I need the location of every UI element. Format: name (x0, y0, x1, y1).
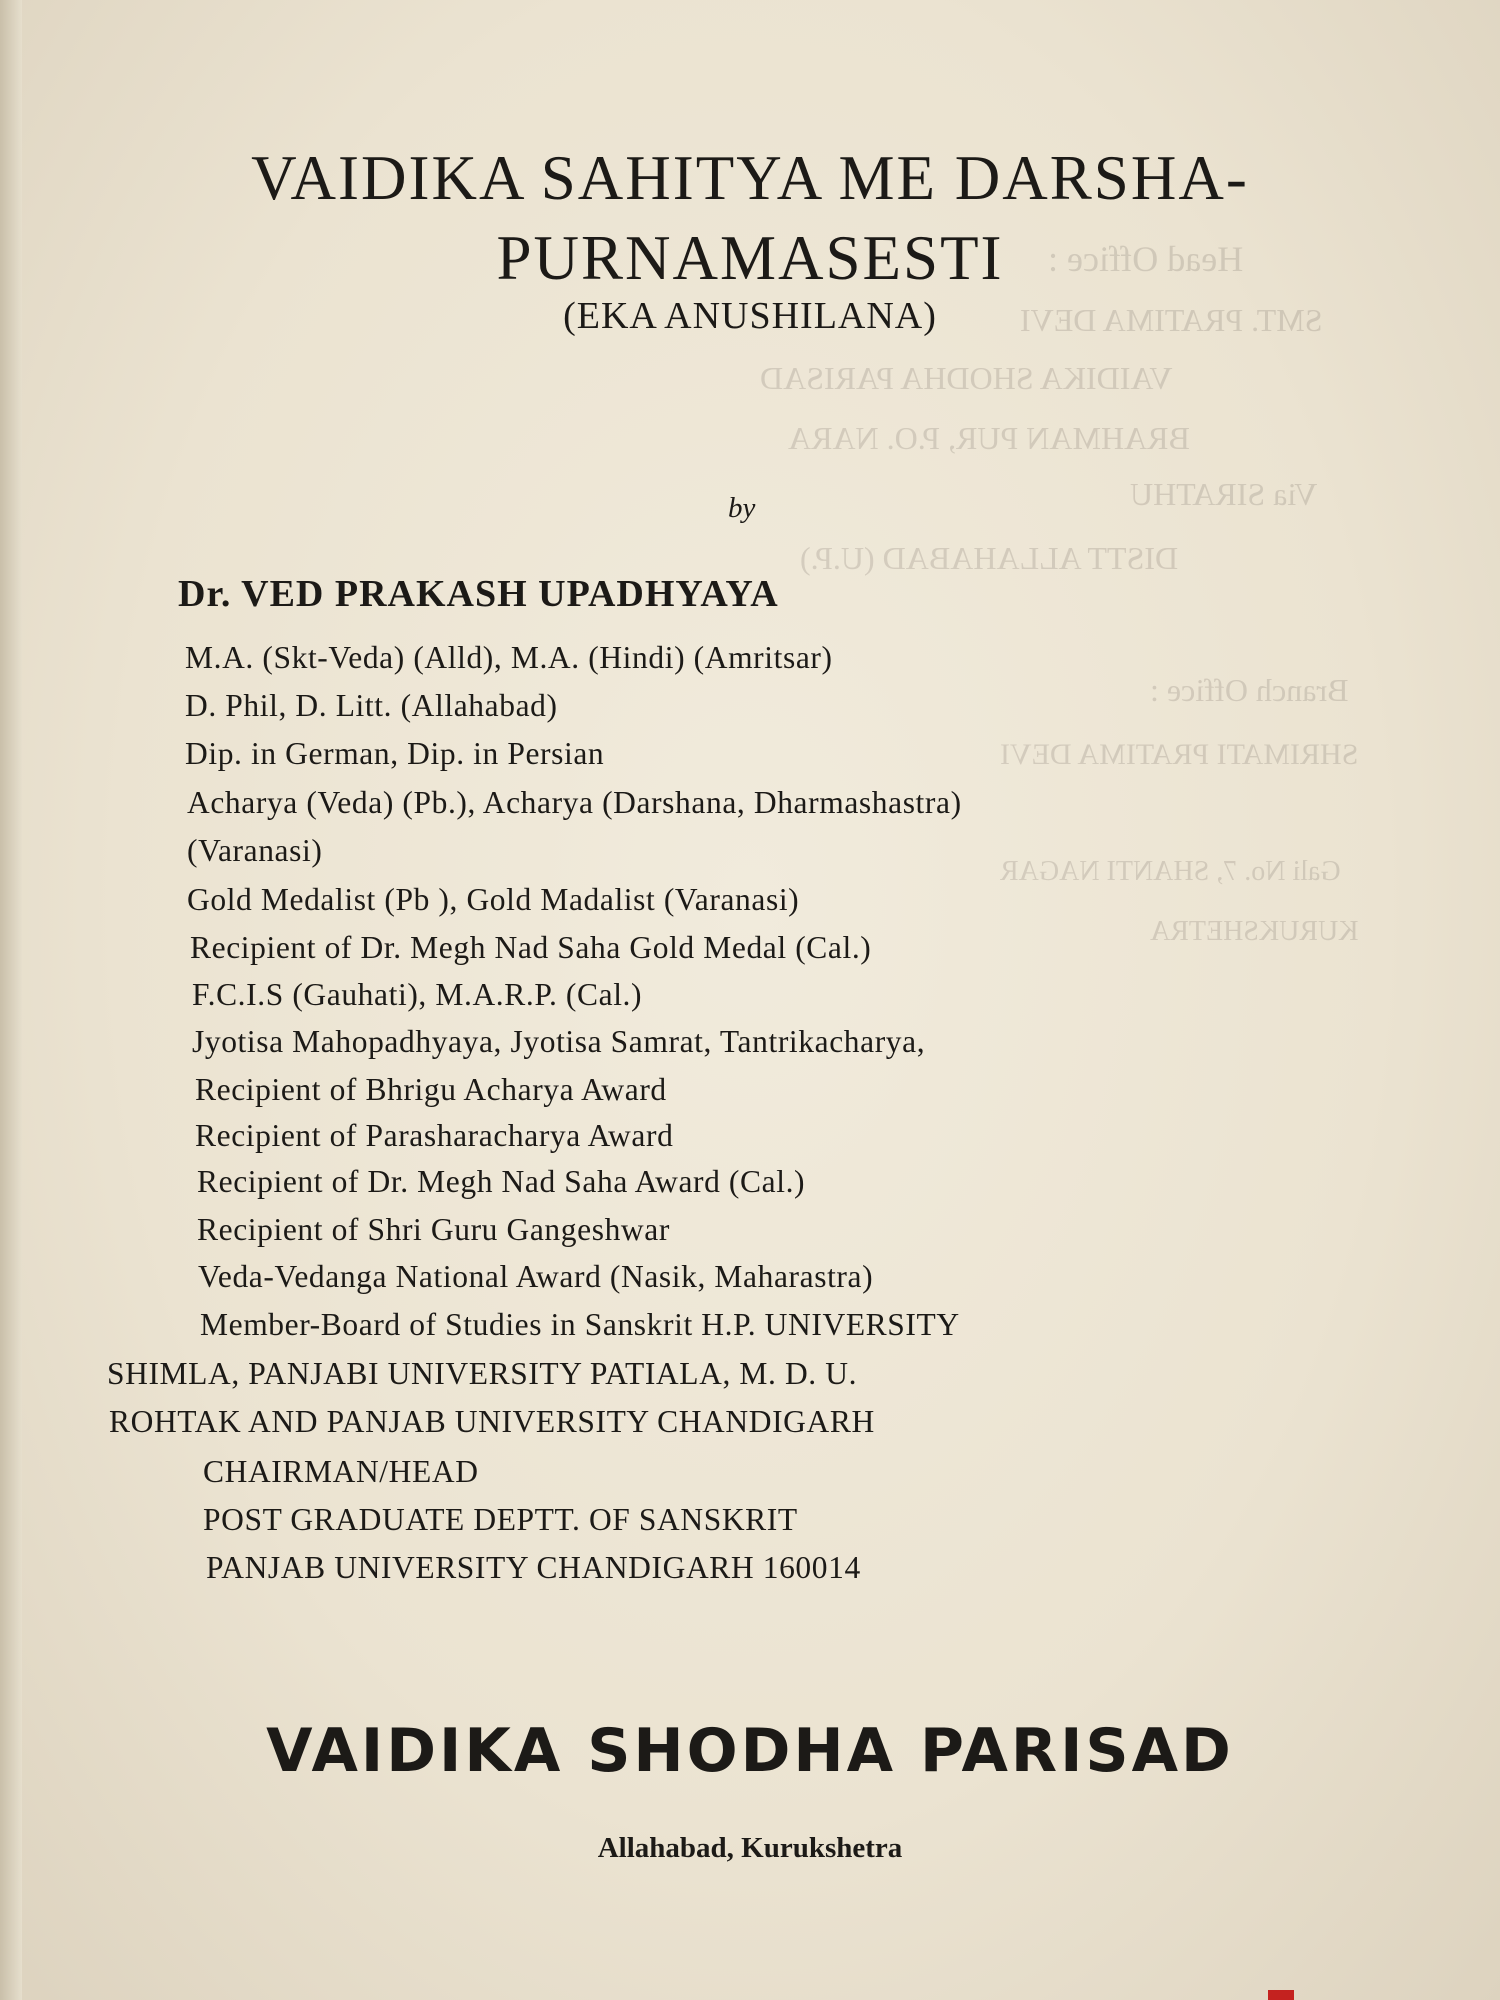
credential-line: Veda-Vedanga National Award (Nasik, Maharastra) (198, 1259, 874, 1294)
show-through-line: DISTT ALLAHABAD (U.P.) (800, 540, 1179, 576)
credential-line: Recipient of Dr. Megh Nad Saha Award (Cal.) (197, 1164, 806, 1199)
byline: by (728, 492, 756, 524)
show-through-line: Branch Office : (1150, 672, 1349, 708)
publisher-name: VAIDIKA SHODHA PARISAD (266, 1716, 1234, 1786)
credential-line: M.A. (Skt-Veda) (Alld), M.A. (Hindi) (Amritsar) (185, 640, 833, 675)
show-through-line: Gali No. 7, SHANTI NAGAR (1000, 856, 1341, 887)
show-through-line: BRAHMAN PUR, P.O. NARA (788, 420, 1190, 456)
page-edge-mark (1268, 1990, 1294, 2000)
credential-line: CHAIRMAN/HEAD (203, 1454, 479, 1489)
credential-line: ROHTAK AND PANJAB UNIVERSITY CHANDIGARH (109, 1404, 875, 1439)
credential-line: Dip. in German, Dip. in Persian (185, 736, 605, 771)
credential-line: (Varanasi) (187, 833, 323, 868)
show-through-line: KURUKSHETRA (1150, 916, 1359, 947)
credential-line: Recipient of Parasharacharya Award (195, 1118, 674, 1153)
credential-line: Acharya (Veda) (Pb.), Acharya (Darshana, Dharmashastra) (187, 785, 962, 820)
credential-line: SHIMLA, PANJABI UNIVERSITY PATIALA, M. D. U. (107, 1356, 858, 1391)
credential-line: Jyotisa Mahopadhyaya, Jyotisa Samrat, Tantrikacharya, (192, 1024, 926, 1059)
book-subtitle: (EKA ANUSHILANA) (563, 295, 937, 337)
show-through-line: SMT. PRATIMA DEVI (1020, 302, 1323, 338)
publisher-location: Allahabad, Kurukshetra (597, 1832, 903, 1864)
credential-line: Recipient of Dr. Megh Nad Saha Gold Medal (Cal.) (190, 930, 872, 965)
author-name: Dr. VED PRAKASH UPADHYAYA (178, 573, 779, 615)
credential-line: Recipient of Bhrigu Acharya Award (195, 1072, 667, 1107)
show-through-line: Via SIRATHU (1130, 476, 1318, 512)
credential-line: PANJAB UNIVERSITY CHANDIGARH 160014 (206, 1550, 861, 1585)
book-title-line-2: PURNAMASESTI (496, 223, 1004, 293)
credential-line: F.C.I.S (Gauhati), M.A.R.P. (Cal.) (192, 977, 643, 1012)
show-through-line: SHRIMATI PRATIMA DEVI (1000, 738, 1359, 771)
credential-line: POST GRADUATE DEPTT. OF SANSKRIT (203, 1502, 798, 1537)
book-title-line-1: VAIDIKA SAHITYA ME DARSHA- (251, 143, 1249, 213)
credential-line: Gold Medalist (Pb ), Gold Madalist (Varanasi) (187, 882, 800, 917)
credential-line: D. Phil, D. Litt. (Allahabad) (185, 688, 558, 723)
show-through-line: Head Office : (1048, 239, 1244, 279)
credential-line: Member-Board of Studies in Sanskrit H.P. UNIVERSITY (200, 1307, 960, 1342)
show-through-line: VAIDIKA SHODHA PARISAD (760, 360, 1173, 396)
credential-line: Recipient of Shri Guru Gangeshwar (197, 1212, 670, 1247)
